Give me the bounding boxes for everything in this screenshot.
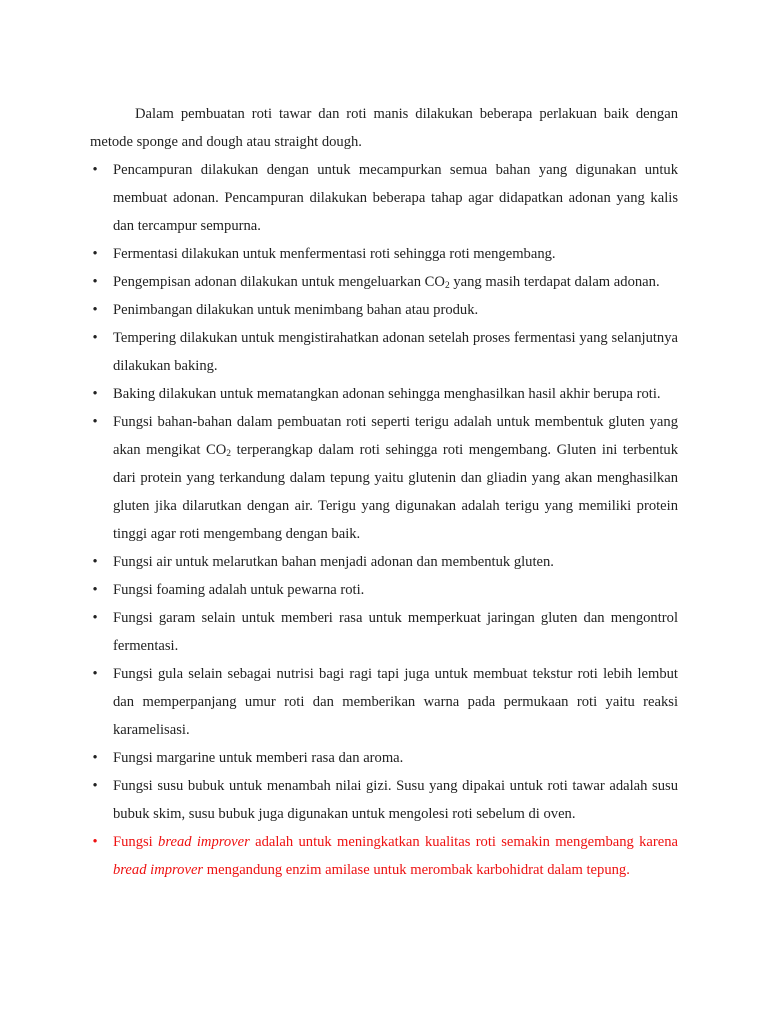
bullet-icon: • (92, 246, 98, 262)
item-text-pre: Pengempisan adonan dilakukan untuk mengeluarkan CO (113, 274, 445, 290)
item-text: Baking dilakukan untuk mematangkan adonan sehingga menghasilkan hasil akhir berupa roti. (113, 386, 661, 402)
item-text-part3: mengandung enzim amilase untuk merombak karbohidrat dalam tepung. (203, 862, 630, 878)
bullet-list (90, 156, 678, 884)
item-text: Penimbangan dilakukan untuk menimbang bahan atau produk. (113, 302, 479, 318)
list-item-foaming (90, 576, 678, 604)
item-text: Fungsi susu bubuk untuk menambah nilai gizi. Susu yang dipakai untuk roti tawar adalah susu bubuk skim, susu bubuk juga digunakan untuk mengolesi roti sebelum di oven. (113, 778, 678, 822)
list-item-gula (90, 660, 678, 744)
item-text-part2: adalah untuk meningkatkan kualitas roti semakin mengembang karena (249, 834, 678, 850)
bullet-icon: • (92, 274, 98, 290)
list-item-bahan-terigu (90, 408, 678, 548)
item-text: Fungsi margarine untuk memberi rasa dan aroma. (113, 750, 404, 766)
item-text: Fungsi air untuk melarutkan bahan menjadi adonan dan membentuk gluten. (113, 554, 554, 570)
bullet-icon: • (92, 834, 98, 850)
list-item-fermentasi (90, 240, 678, 268)
bullet-icon: • (92, 330, 98, 346)
bullet-icon: • (92, 750, 98, 766)
item-text-pre: Fungsi bahan-bahan dalam pembuatan roti seperti terigu adalah untuk membentuk gluten yang akan mengikat CO (113, 414, 678, 458)
list-item-tempering (90, 324, 678, 380)
bullet-icon: • (92, 302, 98, 318)
list-item-penimbangan (90, 296, 678, 324)
item-text: Tempering dilakukan untuk mengistirahatkan adonan setelah proses fermentasi yang selanjutnya dilakukan baking. (113, 330, 678, 374)
list-item-susu-bubuk (90, 772, 678, 828)
bullet-icon: • (92, 414, 98, 430)
item-text: Fungsi foaming adalah untuk pewarna roti. (113, 582, 365, 598)
bullet-icon: • (92, 582, 98, 598)
bullet-icon: • (92, 610, 98, 626)
bullet-icon: • (92, 162, 98, 178)
italic-term: bread improver (113, 862, 204, 878)
bullet-icon: • (92, 778, 98, 794)
list-item-pengempisan (90, 268, 678, 296)
list-item-garam (90, 604, 678, 660)
item-text: Fungsi garam selain untuk memberi rasa untuk memperkuat jaringan gluten dan mengontrol fermentasi. (113, 610, 678, 654)
item-text: Fermentasi dilakukan untuk menfermentasi roti sehingga roti mengembang. (113, 246, 556, 262)
list-item-air (90, 548, 678, 576)
list-item-baking (90, 380, 678, 408)
item-text: Fungsi gula selain sebagai nutrisi bagi ragi tapi juga untuk membuat tekstur roti lebih lembut dan memperpanjang umur roti dan memberikan warna pada permukaan roti yaitu reaksi karamelisasi. (113, 666, 678, 738)
list-item-bread-improver (90, 828, 678, 884)
list-item-margarine (90, 744, 678, 772)
list-item-pencampuran (90, 156, 678, 240)
italic-term: bread improver (158, 834, 250, 850)
item-text: Pencampuran dilakukan dengan untuk mecampurkan semua bahan yang digunakan untuk membuat adonan. Pencampuran dilakukan beberapa tahap agar didapatkan adonan yang kalis dan tercampur sempurna. (113, 162, 678, 234)
item-text-post: terperangkap dalam roti sehingga roti mengembang. Gluten ini terbentuk dari protein yang terkandung dalam tepung yaitu glutenin dan gliadin yang akan menghasilkan gluten jika dilarutkan dengan air. Terigu yang digunakan adalah terigu yang memiliki protein tinggi agar roti mengembang dengan baik. (113, 442, 678, 542)
bullet-icon: • (92, 386, 98, 402)
item-subscript: 2 (444, 281, 450, 291)
item-subscript: 2 (226, 449, 232, 459)
item-text-post: yang masih terdapat dalam adonan. (449, 274, 660, 290)
item-text-part1: Fungsi (113, 834, 159, 850)
intro-paragraph: Dalam pembuatan roti tawar dan roti manis dilakukan beberapa perlakuan baik dengan metode sponge and dough atau straight dough. (90, 106, 678, 150)
bullet-icon: • (92, 666, 98, 682)
bullet-icon: • (92, 554, 98, 570)
